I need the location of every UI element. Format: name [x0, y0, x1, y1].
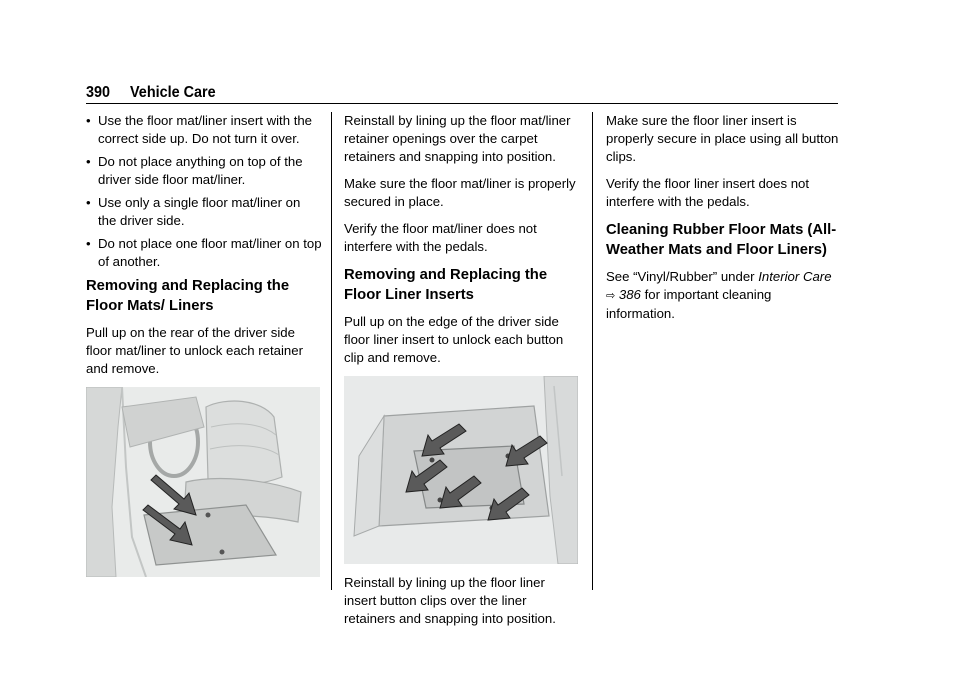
floor-liner-insert-illustration — [344, 376, 578, 564]
section-heading: Cleaning Rubber Floor Mats (All-Weather Mats and Floor Liners) — [606, 222, 837, 258]
page-number: 390 — [86, 84, 111, 101]
paragraph: Pull up on the edge of the driver side floor liner insert to unlock each button clip and remove. — [344, 314, 564, 365]
section-title: Vehicle Care — [130, 84, 216, 101]
bullet-icon: • — [86, 154, 91, 169]
page-reference-icon: ⇨ — [606, 290, 616, 302]
paragraph: Reinstall by lining up the floor mat/liner retainer openings over the carpet retainers and snapping into position. — [344, 113, 571, 164]
page-header — [86, 84, 838, 104]
column-3 — [606, 112, 842, 332]
paragraph: Verify the floor liner insert does not interfere with the pedals. — [606, 176, 810, 209]
floor-mat-illustration — [86, 387, 320, 577]
column-2 — [344, 112, 580, 637]
bullet-icon: • — [86, 195, 91, 210]
bullet-icon: • — [86, 236, 91, 251]
paragraph: Pull up on the rear of the driver side floor mat/liner to unlock each retainer and remove. — [86, 325, 303, 376]
cross-reference-link[interactable]: Interior Care — [758, 269, 832, 284]
bullet-icon: • — [86, 113, 91, 128]
paragraph: Make sure the floor mat/liner is properly secured in place. — [344, 176, 576, 209]
bullet-item: • Use the floor mat/liner insert with the correct side up. Do not turn it over. — [86, 113, 313, 146]
bullet-item: • Do not place anything on top of the driver side floor mat/liner. — [86, 154, 303, 187]
bullet-item: • Use only a single floor mat/liner on the driver side. — [86, 195, 301, 228]
paragraph: Verify the floor mat/liner does not interfere with the pedals. — [344, 221, 537, 254]
bullet-item: • Do not place one floor mat/liner on top of another. — [86, 236, 322, 269]
column-divider-1 — [331, 112, 332, 590]
paragraph-cross-reference: See “Vinyl/Rubber” under Interior Care ⇨ 386 for important cleaning information. — [606, 269, 832, 321]
page-reference[interactable]: 386 — [618, 287, 641, 302]
paragraph: Reinstall by lining up the floor liner insert button clips over the liner retainers and snapping into position. — [344, 575, 556, 626]
column-1 — [86, 112, 322, 577]
section-heading: Removing and Replacing the Floor Mats/ Liners — [86, 278, 290, 314]
column-divider-2 — [592, 112, 593, 590]
header-rule — [86, 103, 838, 104]
paragraph: Make sure the floor liner insert is properly secure in place using all button clips. — [606, 113, 839, 164]
section-heading: Removing and Replacing the Floor Liner Inserts — [344, 267, 548, 303]
